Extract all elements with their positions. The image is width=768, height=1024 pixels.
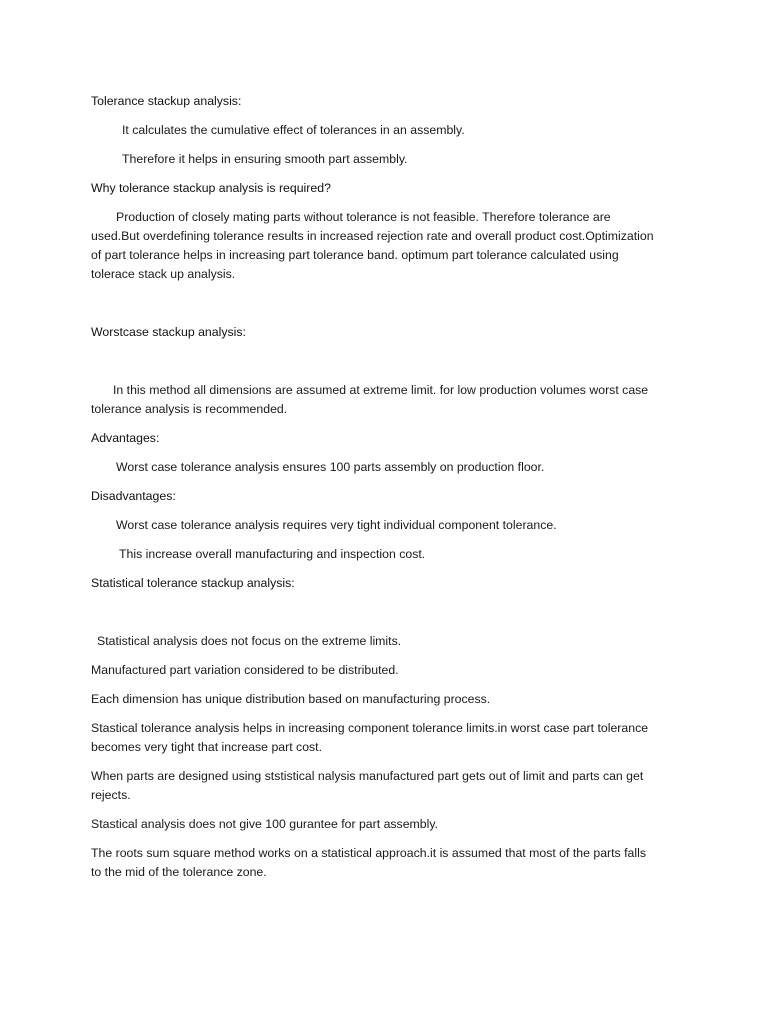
text-line: This increase overall manufacturing and inspection cost. xyxy=(119,547,426,561)
paragraph-line: to the mid of the tolerance zone. xyxy=(91,865,267,879)
paragraph-line: tolerance analysis is recommended. xyxy=(91,402,288,416)
text-line: It calculates the cumulative effect of tolerances in an assembly. xyxy=(122,123,465,137)
heading-tolerance-stackup: Tolerance stackup analysis: xyxy=(91,94,242,108)
heading-statistical: Statistical tolerance stackup analysis: xyxy=(91,576,295,590)
heading-worstcase: Worstcase stackup analysis: xyxy=(91,325,246,339)
paragraph-line: The roots sum square method works on a statistical approach.it is assumed that most of the parts falls xyxy=(91,846,646,860)
paragraph-line: Stastical tolerance analysis helps in increasing component tolerance limits.in worst case part tolerance xyxy=(91,721,649,735)
heading-advantages: Advantages: xyxy=(91,431,160,445)
paragraph-line: becomes very tight that increase part cost. xyxy=(91,740,323,754)
text-line: Each dimension has unique distribution based on manufacturing process. xyxy=(91,692,491,706)
heading-why-required: Why tolerance stackup analysis is required? xyxy=(91,181,331,195)
paragraph-line: rejects. xyxy=(91,788,131,802)
heading-disadvantages: Disadvantages: xyxy=(91,489,176,503)
text-line: Statistical analysis does not focus on the extreme limits. xyxy=(97,634,402,648)
paragraph-line: of part tolerance helps in increasing part tolerance band. optimum part tolerance calculated using xyxy=(91,248,619,262)
text-line: Stastical analysis does not give 100 gurantee for part assembly. xyxy=(91,817,439,831)
paragraph-line: When parts are designed using ststistical nalysis manufactured part gets out of limit and parts can get xyxy=(91,769,644,783)
text-line: Manufactured part variation considered to be distributed. xyxy=(91,663,399,677)
paragraph-line: In this method all dimensions are assumed at extreme limit. for low production volumes worst case xyxy=(113,383,649,397)
paragraph-line: tolerace stack up analysis. xyxy=(91,267,236,281)
paragraph-line: Production of closely mating parts without tolerance is not feasible. Therefore tolerance are xyxy=(116,210,611,224)
text-line: Therefore it helps in ensuring smooth part assembly. xyxy=(122,152,408,166)
text-line: Worst case tolerance analysis requires very tight individual component tolerance. xyxy=(116,518,557,532)
text-line: Worst case tolerance analysis ensures 100 parts assembly on production floor. xyxy=(116,460,545,474)
paragraph-line: used.But overdefining tolerance results in increased rejection rate and overall product cost.Optimization xyxy=(91,229,654,243)
